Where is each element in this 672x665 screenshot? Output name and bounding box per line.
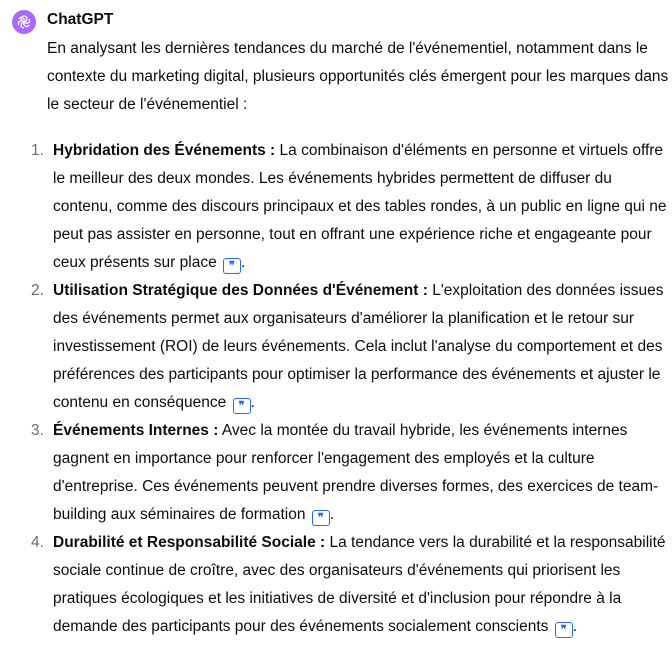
- intro-paragraph: En analysant les dernières tendances du marché de l'événementiel, notamment dans le contexte du marketing digital, plusieurs opportunités clés émergent pour les marques dans le secteur de l'événementiel :: [47, 40, 669, 113]
- list-item-text: L'exploitation des données issues des événements permet aux organisateurs d'améliorer la planification et le retour sur investissement (ROI) de leurs événements. Cela inclut l'analyse du comportement et des préférences des participants pour optimiser la performance des événements et ajuster le contenu en conséquence: [53, 282, 664, 411]
- list-item-term: Hybridation des Événements :: [53, 142, 276, 159]
- list-item-suffix: .: [241, 254, 246, 271]
- list-item-number: 4.: [31, 534, 44, 551]
- list-item: [31, 417, 669, 529]
- list-item-suffix: .: [250, 394, 255, 411]
- list-item-number: 3.: [31, 422, 44, 439]
- list-item: [31, 529, 669, 641]
- list-item-suffix: .: [329, 506, 335, 523]
- list-item-text: La tendance vers la durabilité et la responsabilité sociale continue de croître, avec des organisateurs d'événements qui priorisent les pratiques écologiques et les initiatives de diversité et d'inclusion pour répondre à la demande des participants pour des événements socialement conscients: [53, 534, 666, 635]
- citation-icon[interactable]: ❞: [312, 510, 330, 526]
- citation-icon[interactable]: ❞: [233, 398, 251, 414]
- list-item-text: Avec la montée du travail hybride, les événements internes gagnent en importance pour renforcer l'engagement des employés et la culture d'entreprise. Ces événements peuvent prendre diverses formes, des exercices de team-building aux séminaires de formation: [53, 422, 659, 523]
- list-item-number: 2.: [31, 282, 44, 299]
- message-content: [31, 35, 669, 641]
- list-item-text: La combinaison d'éléments en personne et virtuels offre le meilleur des deux mondes. Les événements hybrides permettent de diffuser du contenu, comme des discours principaux et des tables rondes, à un public en ligne qui ne peut pas assister en personne, tout en offrant une expérience riche et engageante pour ceux présents sur place: [53, 142, 667, 271]
- list-item-term: Utilisation Stratégique des Données d'Événement :: [53, 282, 428, 299]
- citation-icon[interactable]: ❞: [223, 258, 241, 274]
- list-item: [31, 137, 669, 277]
- list-item: [31, 277, 669, 417]
- list-item-suffix: .: [572, 618, 578, 635]
- openai-logo-icon: [12, 10, 36, 34]
- message-author: ChatGPT: [47, 11, 114, 28]
- list-item-term: Durabilité et Responsabilité Sociale :: [53, 534, 326, 551]
- list-item-number: 1.: [31, 142, 44, 159]
- opportunities-list: [31, 137, 669, 641]
- list-item-term: Événements Internes :: [53, 422, 219, 439]
- citation-icon[interactable]: ❞: [555, 622, 573, 638]
